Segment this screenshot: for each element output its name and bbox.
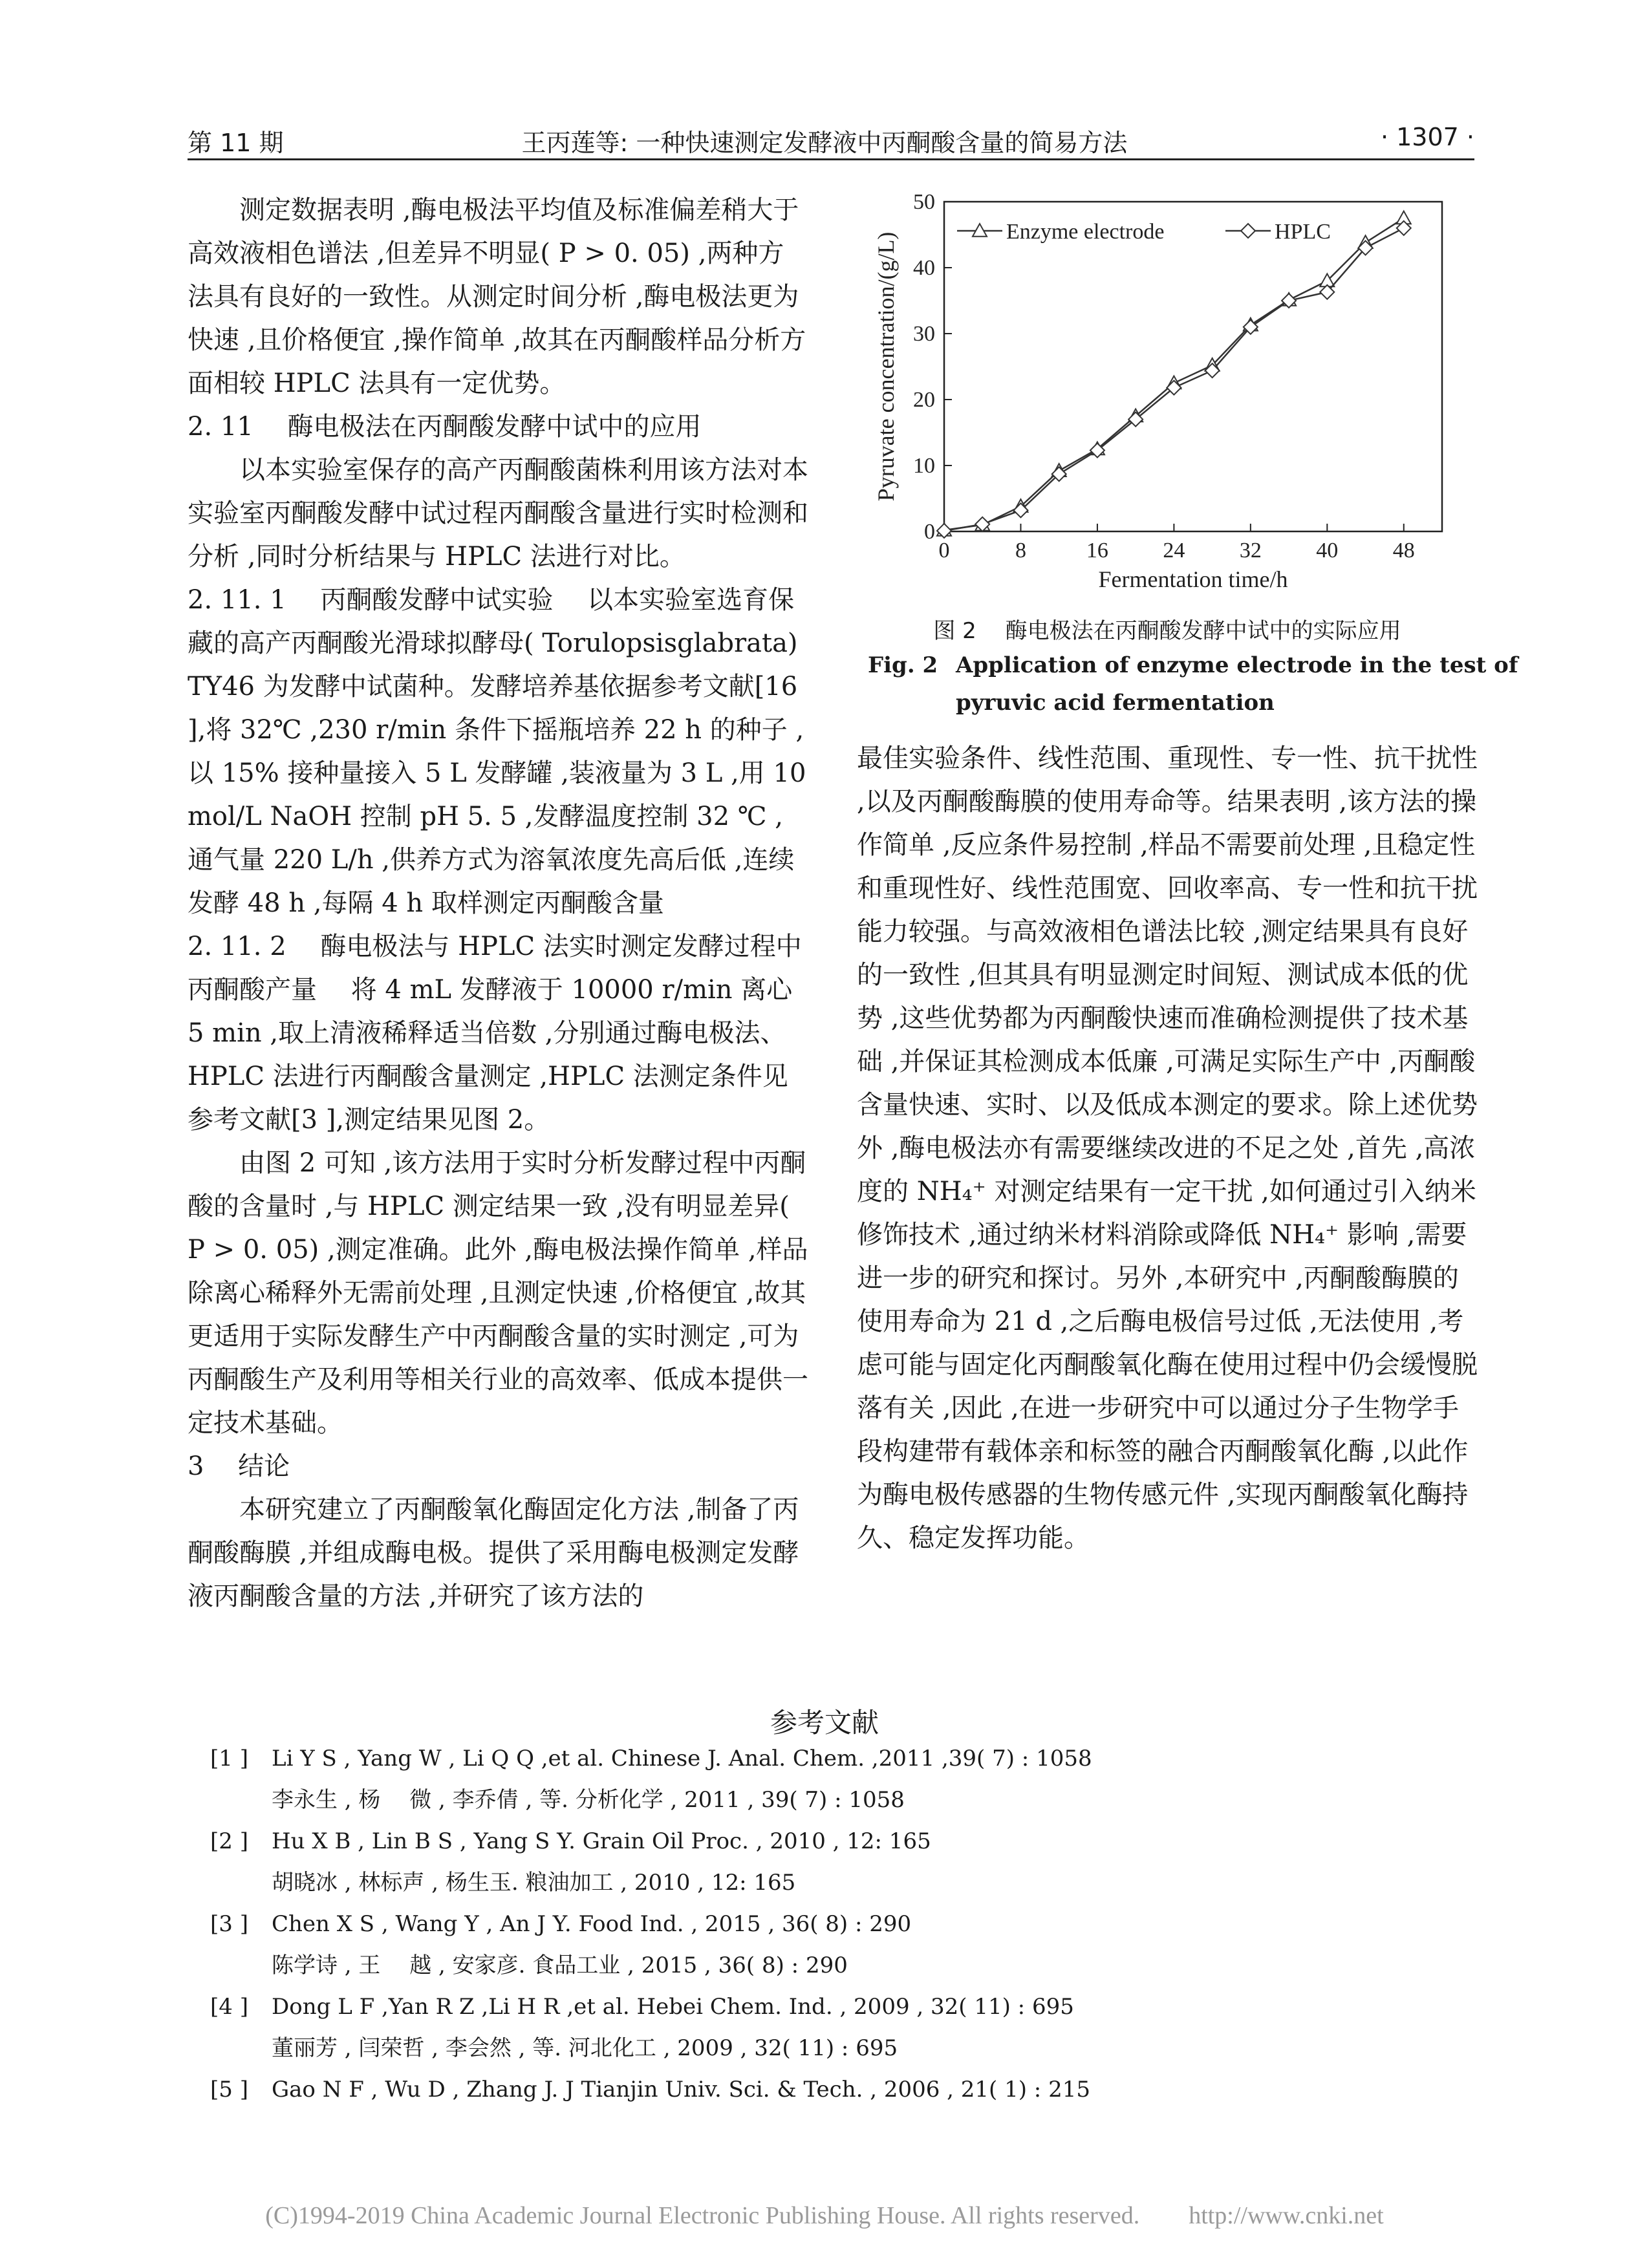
copyright-footer: (C)1994-2019 China Academic Journal Electronic Publishing House. All rights reserved. http://www.cnki.net <box>265 2202 1384 2229</box>
reference-english: Dong L F ,Yan R Z ,Li H R ,et al. Hebei Chem. Ind. , 2009 , 32( 11) : 695 <box>272 1994 1074 2020</box>
x-tick-label: 32 <box>1239 539 1262 562</box>
reference-chinese: 胡晓冰 , 林标声 , 杨生玉. 粮油加工 , 2010 , 12: 165 <box>272 1870 796 1896</box>
reference-english: Chen X S , Wang Y , An J Y. Food Ind. , 2015 , 36( 8) : 290 <box>272 1911 912 1937</box>
x-tick-label: 48 <box>1392 539 1415 562</box>
figure-caption-cn: 图 2 酶电极法在丙酮酸发酵中试中的实际应用 <box>933 618 1401 644</box>
reference-number: [1 ] <box>210 1746 248 1771</box>
running-title: 王丙莲等: 一种快速测定发酵液中丙酮酸含量的简易方法 <box>521 129 1128 157</box>
y-tick-label: 50 <box>913 190 935 214</box>
reference-number: [5 ] <box>210 2077 248 2102</box>
paragraph: 本研究建立了丙酮酸氧化酶固定化方法 ,制备了丙酮酸酶膜 ,并组成酶电极。提供了采用酶电极测定发酵液丙酮酸含量的方法 ,并研究了该方法的 <box>188 1495 799 1611</box>
paragraph: 以本实验室保存的高产丙酮酸菌株利用该方法对本实验室丙酮酸发酵中试过程丙酮酸含量进行实时检测和分析 ,同时分析结果与 HPLC 法进行对比。 <box>188 455 808 572</box>
y-tick-label: 40 <box>913 256 935 280</box>
reference-chinese: 陈学诗 , 王 越 , 安家彦. 食品工业 , 2015 , 36( 8) : 290 <box>272 1952 848 1978</box>
figure-2-chart <box>860 189 1494 603</box>
reference-english: Gao N F , Wu D , Zhang J. J Tianjin Univ. Sci. & Tech. , 2006 , 21( 1) : 215 <box>272 2077 1090 2102</box>
reference-chinese: 李永生 , 杨 微 , 李乔倩 , 等. 分析化学 , 2011 , 39( 7) : 1058 <box>272 1787 905 1813</box>
page-number: · 1307 · <box>1380 123 1474 151</box>
reference-english: Li Y S , Yang W , Li Q Q ,et al. Chinese J. Anal. Chem. ,2011 ,39( 7) : 1058 <box>272 1746 1092 1771</box>
x-axis-label: Fermentation time/h <box>1098 566 1288 592</box>
y-tick-label: 30 <box>913 322 935 346</box>
x-tick-label: 16 <box>1086 539 1108 562</box>
figure-caption-en-label: Fig. 2 <box>868 652 938 678</box>
paragraph: 由图 2 可知 ,该方法用于实时分析发酵过程中丙酮酸的含量时 ,与 HPLC 测定结果一致 ,没有明显差异( P > 0. 05) ,测定准确。此外 ,酶电极法操作简单 ,样品除离心稀释外无需前处理 ,且测定快速 ,价格便宜 ,故其更适用于实际发酵生产中丙酮酸含量的实时测定 ,可为丙酮酸生产及利用等相关行业的高效率、低成本提供一定技术基础。 <box>188 1148 808 1438</box>
reference-number: [4 ] <box>210 1994 248 2020</box>
legend-label: HPLC <box>1275 220 1331 244</box>
figure-caption-en-line1: Application of enzyme electrode in the test of <box>956 652 1518 678</box>
x-tick-label: 8 <box>1015 539 1026 562</box>
reference-chinese: 董丽芳 , 闫荣哲 , 李会然 , 等. 河北化工 , 2009 , 32( 11) : 695 <box>272 2035 898 2061</box>
x-tick-label: 24 <box>1163 539 1185 562</box>
x-tick-label: 0 <box>938 539 950 562</box>
references-title: 参考文献 <box>770 1707 879 1738</box>
y-axis-label: Pyruvate concentration/(g/L) <box>873 231 899 502</box>
section-heading: 3 结论 <box>188 1451 290 1481</box>
y-tick-label: 0 <box>924 520 935 544</box>
reference-english: Hu X B , Lin B S , Yang S Y. Grain Oil Proc. , 2010 , 12: 165 <box>272 1828 931 1854</box>
y-tick-label: 10 <box>913 454 935 478</box>
issue-number: 第 11 期 <box>188 129 284 157</box>
right-column <box>857 737 1478 1560</box>
paragraph: 2. 11. 2 酶电极法与 HPLC 法实时测定发酵过程中丙酮酸产量 将 4 mL 发酵液于 10000 r/min 离心 5 min ,取上清液稀释适当倍数 ,分别通过酶电极法、HPLC 法进行丙酮酸含量测定 ,HPLC 法测定条件见参考文献[3 ],测定结果见图 2。 <box>188 932 802 1135</box>
paragraph: 最佳实验条件、线性范围、重现性、专一性、抗干扰性 ,以及丙酮酸酶膜的使用寿命等。结果表明 ,该方法的操作简单 ,反应条件易控制 ,样品不需要前处理 ,且稳定性和重现性好、线性范围宽、回收率高、专一性和抗干扰能力较强。与高效液相色谱法比较 ,测定结果具有良好的一致性 ,但其具有明显测定时间短、测试成本低的优势 ,这些优势都为丙酮酸快速而准确检测提供了技术基础 ,并保证其检测成本低廉 ,可满足实际生产中 ,丙酮酸含量快速、实时、以及低成本测定的要求。除上述优势外 ,酶电极法亦有需要继续改进的不足之处 ,首先 ,高浓度的 NH₄⁺ 对测定结果有一定干扰 ,如何通过引入纳米修饰技术 ,通过纳米材料消除或降低 NH₄⁺ 影响 ,需要进一步的研究和探讨。另外 ,本研究中 ,丙酮酸酶膜的使用寿命为 21 d ,之后酶电极信号过低 ,无法使用 ,考虑可能与固定化丙酮酸氧化酶在使用过程中仍会缓慢脱落有关 ,因此 ,在进一步研究中可以通过分子生物学手段构建带有载体亲和标签的融合丙酮酸氧化酶 ,以此作为酶电极传感器的生物传感元件 ,实现丙酮酸氧化酶持久、稳定发挥功能。 <box>857 744 1478 1553</box>
reference-number: [3 ] <box>210 1911 248 1937</box>
y-tick-label: 20 <box>913 388 935 412</box>
section-heading: 2. 11 酶电极法在丙酮酸发酵中试中的应用 <box>188 412 702 442</box>
figure-caption-en-line2: pyruvic acid fermentation <box>956 690 1275 716</box>
left-column <box>188 189 808 1618</box>
legend-label: Enzyme electrode <box>1006 220 1165 244</box>
x-tick-label: 40 <box>1316 539 1339 562</box>
reference-number: [2 ] <box>210 1828 248 1854</box>
header-rule <box>188 158 1474 160</box>
legend-marker <box>1241 224 1255 238</box>
paragraph: 2. 11. 1 丙酮酸发酵中试实验 以本实验室选育保藏的高产丙酮酸光滑球拟酵母( Torulopsisglabrata) TY46 为发酵中试菌种。发酵培养基依据参考文献[16 ],将 32℃ ,230 r/min 条件下摇瓶培养 22 h 的种子 ,以 15% 接种量接入 5 L 发酵罐 ,装液量为 3 L ,用 10 mol/L NaOH 控制 pH 5. 5 ,发酵温度控制 32 ℃ ,通气量 220 L/h ,供养方式为溶氧浓度先高后低 ,连续发酵 48 h ,每隔 4 h 取样测定丙酮酸含量 <box>188 585 806 918</box>
paragraph: 测定数据表明 ,酶电极法平均值及标准偏差稍大于高效液相色谱法 ,但差异不明显( P > 0. 05) ,两种方法具有良好的一致性。从测定时间分析 ,酶电极法更为快速 ,且价格便宜 ,操作简单 ,故其在丙酮酸样品分析方面相较 HPLC 法具有一定优势。 <box>188 195 806 398</box>
series-line <box>944 219 1404 530</box>
